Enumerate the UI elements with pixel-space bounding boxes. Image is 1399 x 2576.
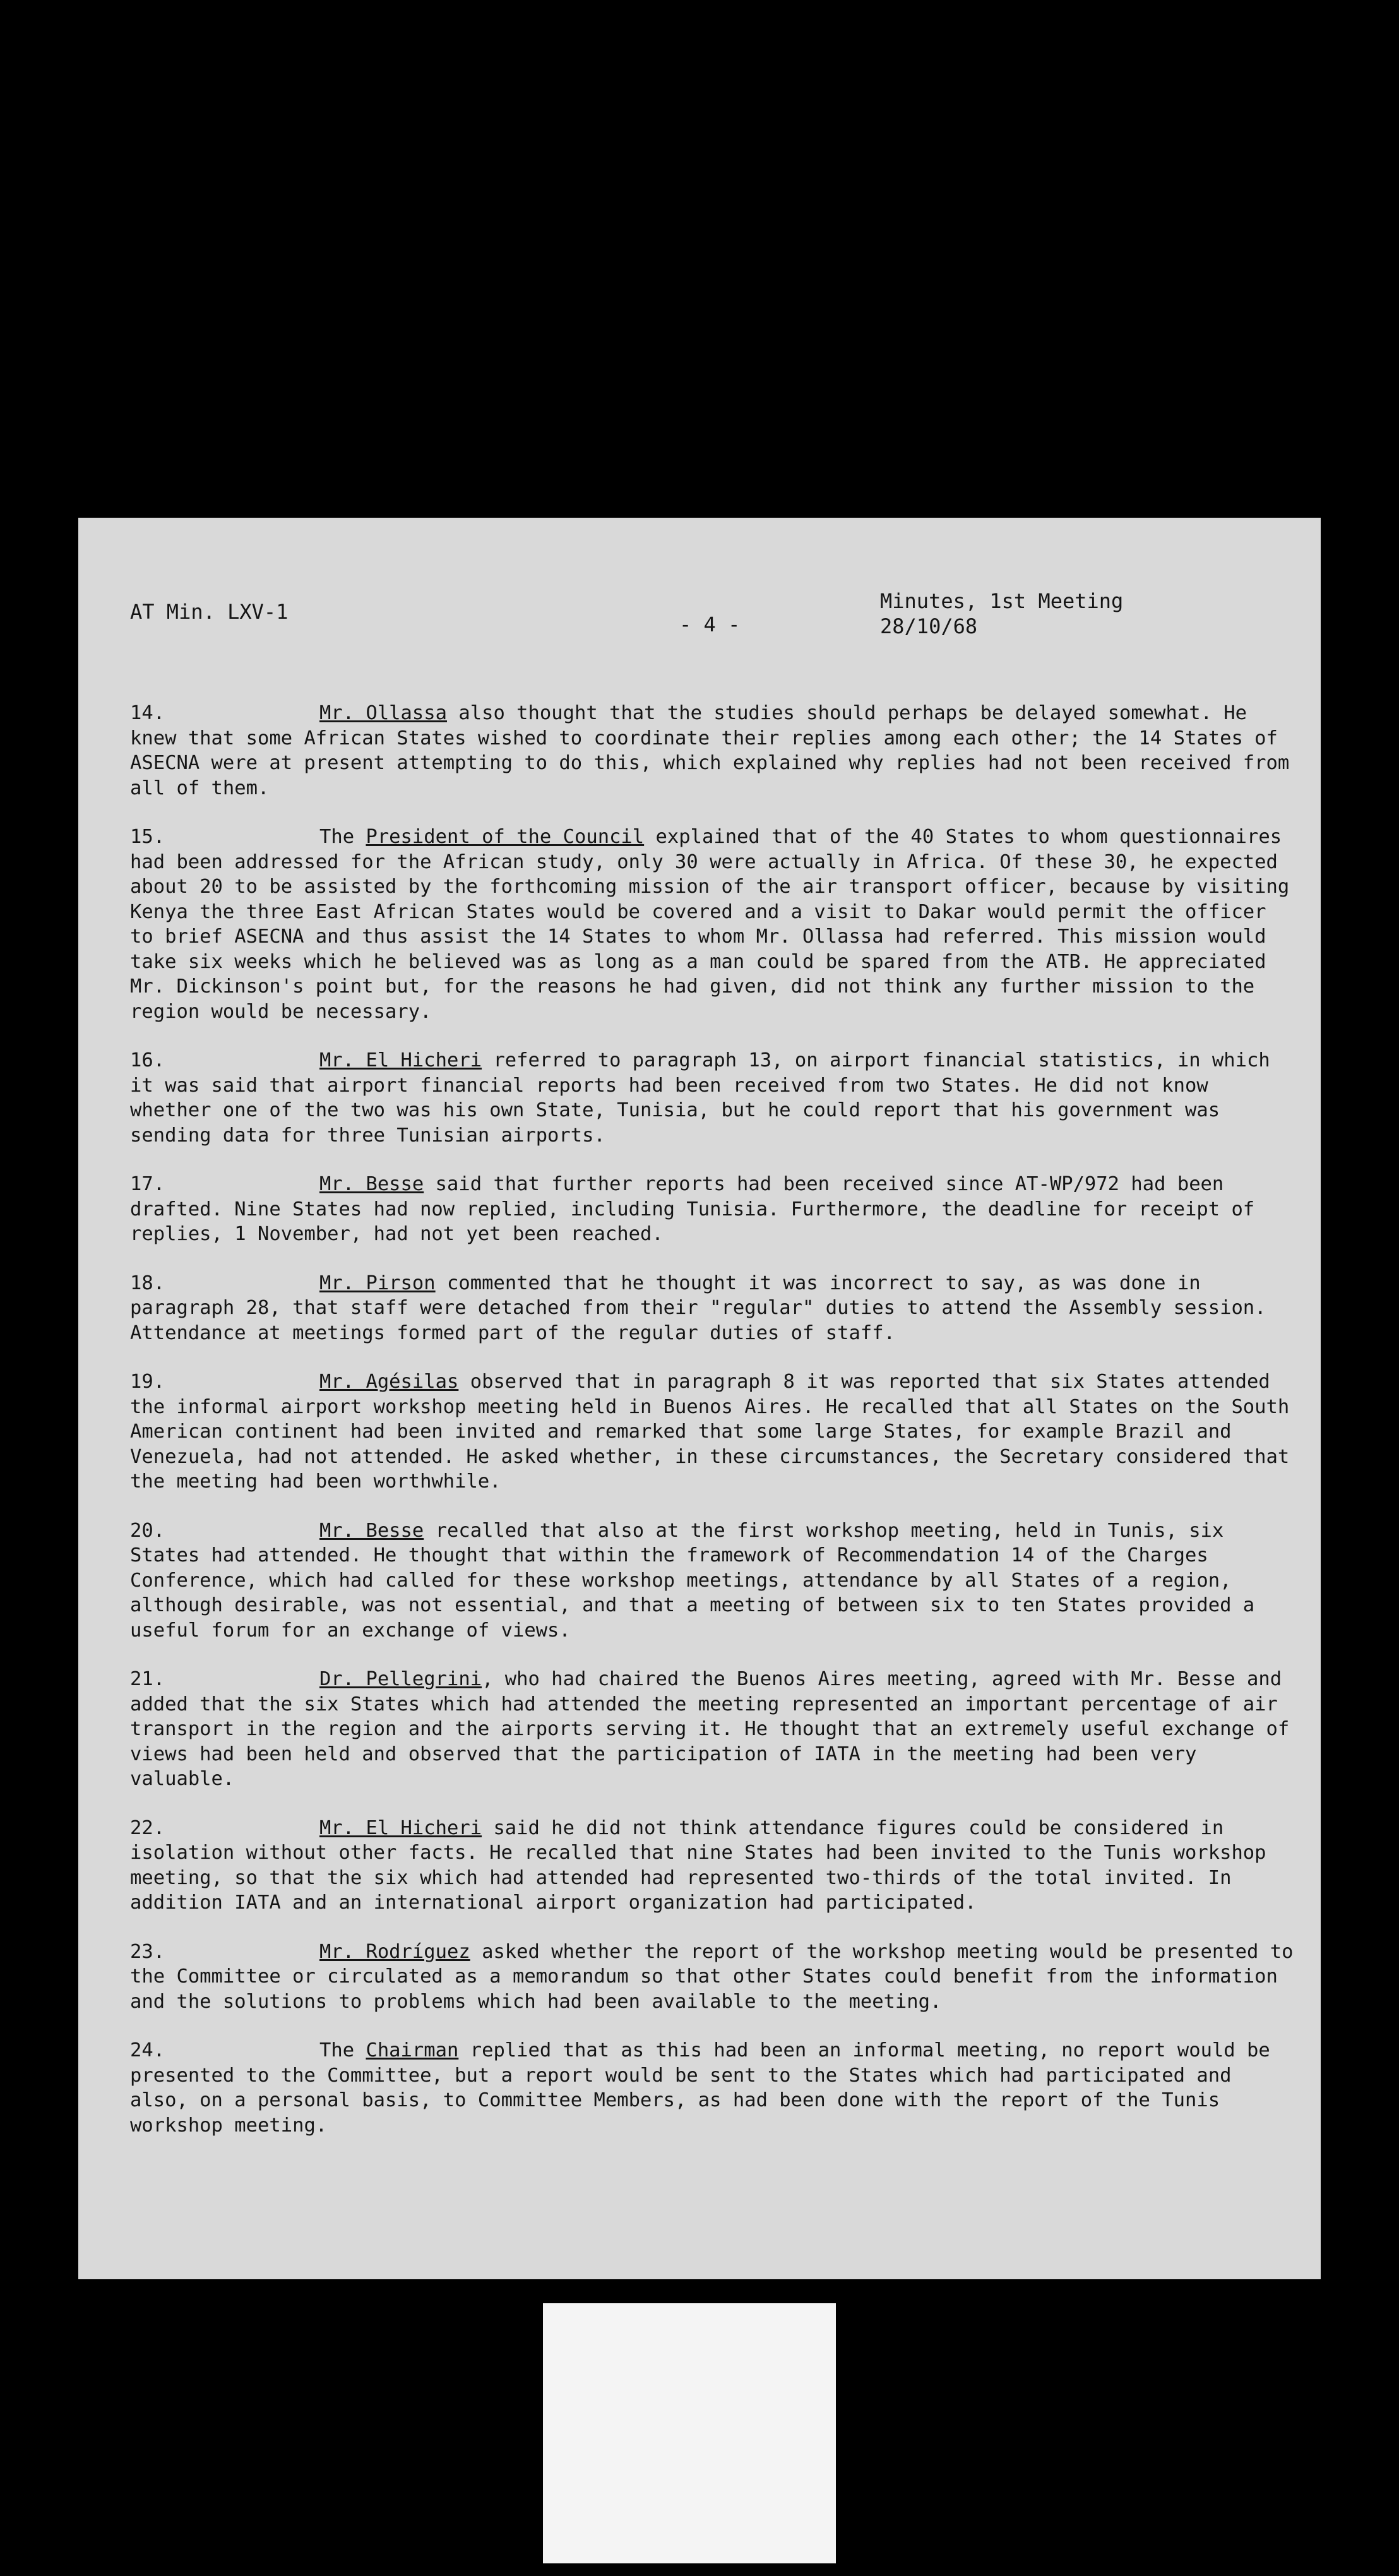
document-page xyxy=(78,518,1321,2279)
paragraph xyxy=(130,1816,1298,1916)
paragraph xyxy=(130,1667,1298,1792)
paragraph-text: observed that in paragraph 8 it was reported that six States attended the informal airport workshop meeting held in Buenos Aires. He recalled that all States on the South American continent had been invited and remarked that some large States, for example Brazil and Venezuela, had not attended. He asked whether, in these circumstances, the Secretary considered that the meeting had been worthwhile. xyxy=(130,1371,1290,1493)
speaker-name: Dr. Pellegrini xyxy=(319,1668,482,1690)
speaker-name: President of the Council xyxy=(366,826,645,848)
meeting-date: 28/10/68 xyxy=(880,614,978,638)
paragraph-number: 18. xyxy=(130,1272,165,1294)
paragraph-number: 22. xyxy=(130,1816,165,1839)
paragraph-number: 19. xyxy=(130,1371,165,1393)
paragraph-number: 24. xyxy=(130,2039,165,2061)
paragraph-text: commented that he thought it was incorrect to say, as was done in paragraph 28, that staff were detached from their "regular" duties to attend the Assembly session. Attendance at meetings formed part of the regular duties of staff. xyxy=(130,1272,1266,1344)
paragraph xyxy=(130,1172,1298,1247)
speaker-name: Mr. Besse xyxy=(319,1173,424,1195)
paragraph-number: 15. xyxy=(130,826,165,848)
paragraph-text: said that further reports had been received since AT-WP/972 had been drafted. Nine States had now replied, including Tunisia. Furthermore, the deadline for receipt of replies, 1 November, had not yet been reached. xyxy=(130,1173,1255,1245)
paragraph-text: said he did not think attendance figures could be considered in isolation without other facts. He recalled that nine States had been invited to the Tunis workshop meeting, so that the six which had attended had represented two-thirds of the total invited. In addition IATA and an international airport organization had participated. xyxy=(130,1816,1266,1914)
paragraph-text: replied that as this had been an informal meeting, no report would be presented to the Committee, but a report would be sent to the States which had participated and also, on a personal basis, to Committee Members, as had been done with the report of the Tunis workshop meeting. xyxy=(130,2039,1270,2137)
paragraph-lead: The xyxy=(319,2039,366,2061)
paragraph xyxy=(130,2038,1298,2138)
meeting-info xyxy=(880,588,1123,639)
paragraph xyxy=(130,1940,1298,2015)
speaker-name: Chairman xyxy=(366,2039,459,2061)
paragraph-number: 17. xyxy=(130,1173,165,1195)
speaker-name: Mr. Rodríguez xyxy=(319,1940,470,1963)
paragraph xyxy=(130,825,1298,1024)
paragraph xyxy=(130,1369,1298,1494)
paragraph xyxy=(130,701,1298,801)
blank-card xyxy=(543,2303,836,2563)
document-reference: AT Min. LXV-1 xyxy=(130,600,289,624)
paragraph xyxy=(130,1048,1298,1148)
minutes-body xyxy=(130,701,1298,2162)
paragraph-text: also thought that the studies should perhaps be delayed somewhat. He knew that some African States wished to coordinate their replies among each other; the 14 States of ASECNA were at present attempting to do this, which explained why replies had not been received from all of them. xyxy=(130,702,1290,799)
speaker-name: Mr. Agésilas xyxy=(319,1371,459,1393)
paragraph xyxy=(130,1271,1298,1346)
speaker-name: Mr. Ollassa xyxy=(319,702,447,724)
paragraph-text: referred to paragraph 13, on airport financial statistics, in which it was said that airport financial reports had been received from two States. He did not know whether one of the two was his own State, Tunisia, but he could report that his government was sending data for three Tunisian airports. xyxy=(130,1049,1270,1147)
paragraph xyxy=(130,1518,1298,1643)
speaker-name: Mr. El Hicheri xyxy=(319,1816,482,1839)
paragraph-number: 16. xyxy=(130,1049,165,1071)
paragraph-text: asked whether the report of the workshop meeting would be presented to the Committee or circulated as a memorandum so that other States could benefit from the information and the solutions to problems which had been available to the meeting. xyxy=(130,1940,1294,2013)
speaker-name: Mr. Besse xyxy=(319,1519,424,1542)
paragraph-text: recalled that also at the first workshop meeting, held in Tunis, six States had attended. He thought that within the framework of Recommendation 14 of the Charges Conference, which had called for these workshop meetings, attendance by all States of a region, although desirable, was not essential, and that a meeting of between six to ten States provided a useful forum for an exchange of views. xyxy=(130,1519,1255,1642)
speaker-name: Mr. El Hicheri xyxy=(319,1049,482,1071)
paragraph-number: 14. xyxy=(130,702,165,724)
meeting-title: Minutes, 1st Meeting xyxy=(880,589,1124,613)
paragraph-number: 21. xyxy=(130,1668,165,1690)
paragraph-number: 20. xyxy=(130,1519,165,1542)
page-number: - 4 - xyxy=(679,612,741,636)
paragraph-number: 23. xyxy=(130,1940,165,1963)
speaker-name: Mr. Pirson xyxy=(319,1272,436,1294)
paragraph-lead: The xyxy=(319,826,366,848)
paragraph-text: , who had chaired the Buenos Aires meeting, agreed with Mr. Besse and added that the six States which had attended the meeting represented an important percentage of air transport in the region and the airports serving it. He thought that an extremely useful exchange of views had been held and observed that the participation of IATA in the meeting had been very valuable. xyxy=(130,1668,1290,1790)
paragraph-text: explained that of the 40 States to whom questionnaires had been addressed for the African study, only 30 were actually in Africa. Of these 30, he expected about 20 to be assisted by the forthcoming mission of the air transport officer, because by visiting Kenya the three East African States would be covered and a visit to Dakar would permit the officer to brief ASECNA and thus assist the 14 States to whom Mr. Ollassa had referred. This mission would take six weeks which he believed was as long as a man could be spared from the ATB. He appreciated Mr. Dickinson's point but, for the reasons he had given, did not think any further mission to the region would be necessary. xyxy=(130,826,1290,1023)
